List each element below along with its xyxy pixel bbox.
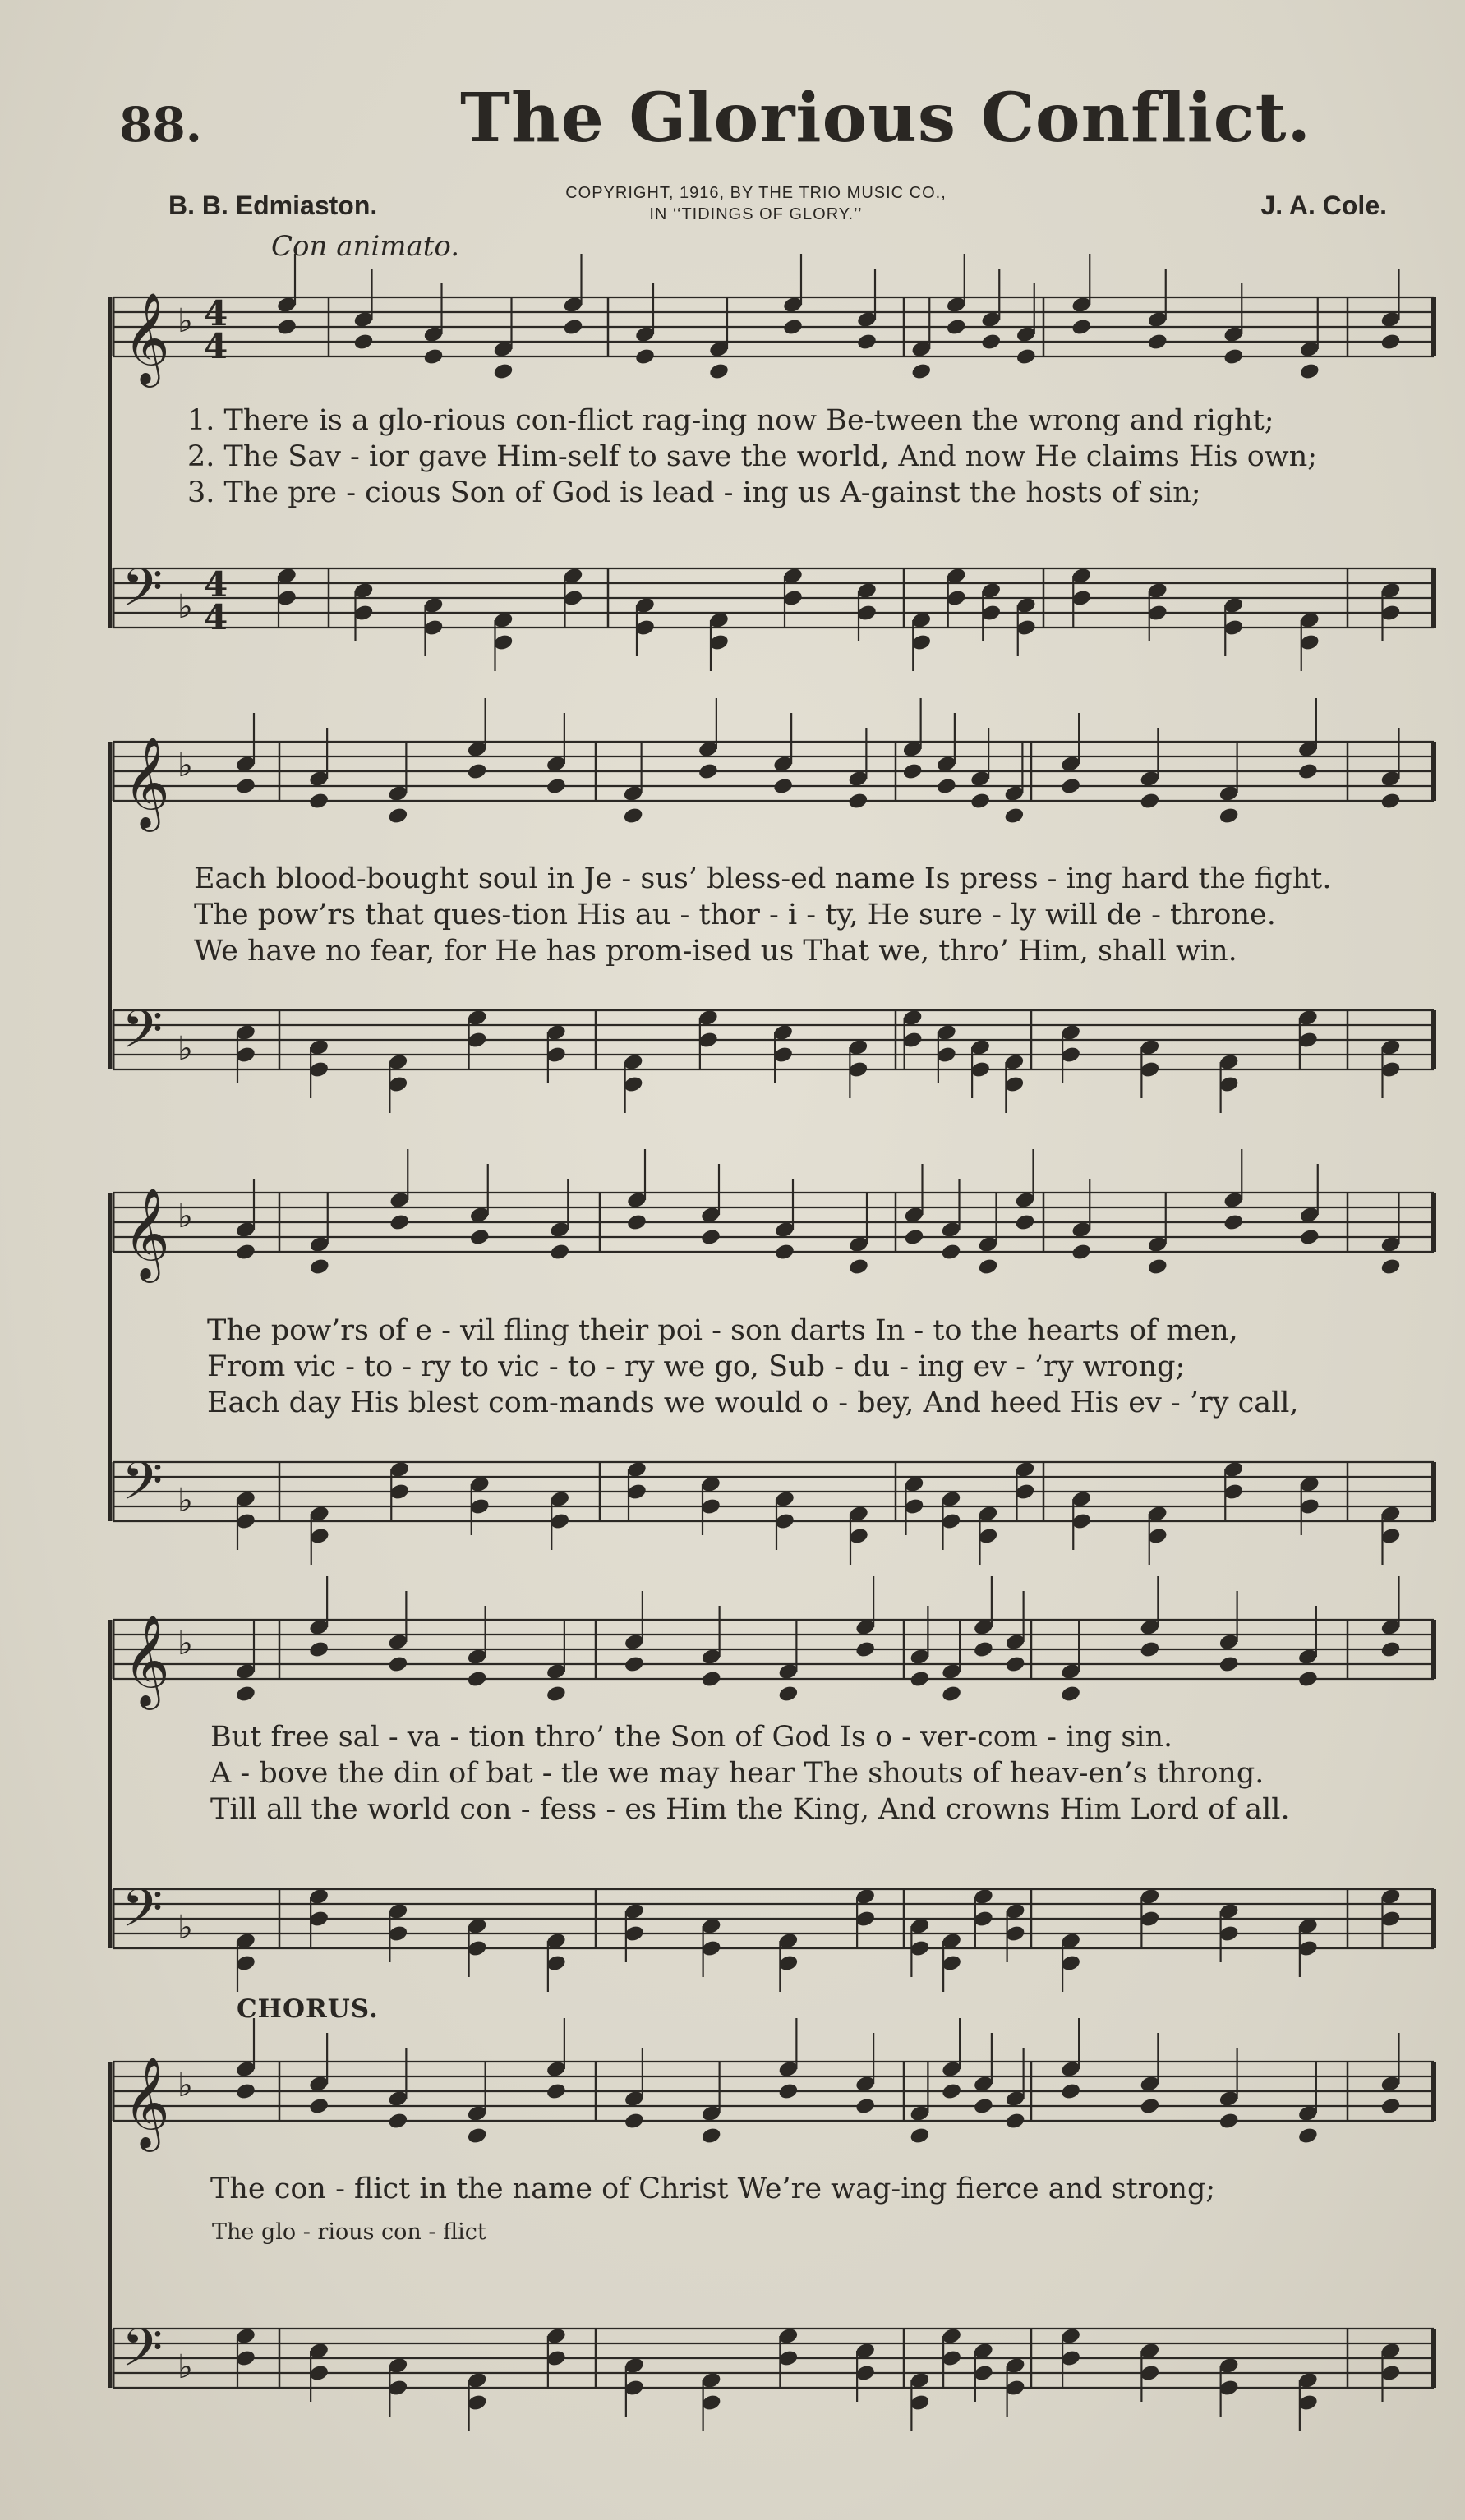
notehead: [700, 1228, 721, 1247]
system-4-lyrics: [210, 1719, 1465, 1828]
verse-2-line: From vic - to - ry to vic - to - ry we go, Sub - du - ing ev - ’ry wrong;: [207, 1350, 1186, 1383]
time-signature: 4: [204, 564, 228, 605]
bass-clef-icon: 𝄢: [122, 558, 164, 632]
verse-3-line: Till all the world con - fess - es Him the King, And crowns Him Lord of all.: [210, 1793, 1290, 1826]
notehead: [855, 1640, 876, 1659]
chorus-line: The con - flict in the name of Christ We’re wag-ing fierce and strong;: [210, 2173, 1216, 2205]
notehead: [1223, 347, 1244, 366]
notehead: [467, 1670, 488, 1689]
notehead: [977, 1258, 998, 1276]
system-3-lyrics: [207, 1313, 1464, 1421]
chorus-bass-lyric: The glo - rious con - flict: [212, 2219, 486, 2245]
notehead: [777, 1685, 799, 1704]
notehead: [946, 318, 967, 337]
notehead: [562, 318, 583, 337]
notehead: [774, 1243, 795, 1262]
notehead: [1003, 807, 1025, 825]
flat-icon: ♭: [177, 1030, 193, 1068]
composer-credit: J. A. Cole.: [1260, 191, 1387, 220]
notehead: [352, 333, 374, 352]
notehead: [235, 2082, 256, 2101]
flat-icon: ♭: [177, 2067, 193, 2104]
notehead: [1299, 362, 1320, 381]
notehead: [308, 792, 329, 811]
flat-icon: ♭: [177, 302, 193, 340]
notehead: [469, 1228, 491, 1247]
flat-icon: ♭: [177, 747, 193, 784]
notehead: [1139, 1640, 1160, 1659]
flat-icon: ♭: [177, 1482, 193, 1520]
bass-clef-icon: 𝄢: [122, 2318, 164, 2392]
notehead: [701, 2127, 722, 2145]
tempo-marking: Con animato.: [271, 230, 460, 263]
notehead: [235, 777, 256, 796]
flat-icon: ♭: [177, 588, 193, 626]
verse-1-line: But free sal - va - tion thro’ the Son of God Is o - ver-com - ing sin.: [210, 1721, 1173, 1754]
notehead: [701, 1670, 722, 1689]
notehead: [308, 1640, 329, 1659]
treble-clef-icon: 𝄞: [123, 292, 170, 384]
notehead: [936, 777, 957, 796]
verse-1-line: 1. There is a glo-rious con-flict rag-ing now Be-tween the wrong and right;: [187, 404, 1274, 437]
notehead: [1297, 1670, 1319, 1689]
notehead: [1016, 347, 1037, 366]
notehead: [467, 762, 488, 781]
time-signature: 4: [204, 597, 228, 637]
verse-2-line: The pow’rs that ques-tion His au - thor - i - ty, He sure - ly will de - throne.: [194, 899, 1276, 931]
notehead: [1297, 762, 1319, 781]
notehead: [1223, 1213, 1244, 1232]
notehead: [855, 2097, 876, 2116]
system-2-lyrics: [194, 861, 1451, 969]
notehead: [1380, 333, 1401, 352]
notehead: [422, 347, 444, 366]
time-signature: 4: [204, 326, 228, 366]
treble-clef-icon: 𝄞: [123, 2056, 170, 2148]
verse-1-line: The pow’rs of e - vil fling their poi - son darts In - to the hearts of men,: [207, 1314, 1238, 1347]
notehead: [1005, 2112, 1026, 2131]
notehead: [1380, 2097, 1401, 2116]
notehead: [1219, 807, 1240, 825]
notehead: [1219, 2112, 1240, 2131]
treble-clef-icon: 𝄞: [123, 1614, 170, 1706]
notehead: [626, 1213, 647, 1232]
notehead: [1071, 318, 1092, 337]
verse-2-line: 2. The Sav - ior gave Him-self to save the world, And now He claims His own;: [187, 440, 1318, 473]
notehead: [941, 1685, 962, 1704]
notehead: [624, 2112, 645, 2131]
notehead: [546, 2082, 567, 2101]
notehead: [1380, 1640, 1401, 1659]
notehead: [1060, 1685, 1081, 1704]
notehead: [387, 1655, 408, 1674]
verse-1-line: Each blood-bought soul in Je - sus’ bless-ed name Is press - ing hard the fight.: [194, 862, 1332, 895]
flat-icon: ♭: [177, 1625, 193, 1662]
notehead: [909, 1670, 930, 1689]
notehead: [856, 333, 878, 352]
notehead: [1380, 792, 1401, 811]
notehead: [1060, 777, 1081, 796]
notehead: [902, 762, 924, 781]
notehead: [389, 1213, 410, 1232]
notehead: [623, 807, 644, 825]
notehead: [308, 2097, 329, 2116]
notehead: [387, 807, 408, 825]
verse-3-line: Each day His blest com-mands we would o - bey, And heed His ev - ’ry call,: [207, 1386, 1299, 1419]
notehead: [903, 1228, 924, 1247]
bass-clef-icon: 𝄢: [122, 1000, 164, 1074]
notehead: [1014, 1213, 1035, 1232]
flat-icon: ♭: [177, 1909, 193, 1947]
notehead: [549, 1243, 570, 1262]
notehead: [1139, 792, 1160, 811]
notehead: [1299, 1228, 1320, 1247]
notehead: [235, 1685, 256, 1704]
verse-3-line: 3. The pre - cious Son of God is lead - ing us A-gainst the hosts of sin;: [187, 476, 1201, 509]
system-1-lyrics: [187, 402, 1444, 511]
treble-clef-icon: 𝄞: [123, 1187, 170, 1279]
notehead: [980, 333, 1002, 352]
notehead: [698, 762, 719, 781]
time-signature: 4: [204, 293, 228, 333]
hymn-title: The Glorious Conflict.: [460, 79, 1312, 158]
notehead: [492, 362, 514, 381]
notehead: [634, 347, 656, 366]
notehead: [387, 2112, 408, 2131]
notehead: [973, 2097, 994, 2116]
notehead: [1380, 1258, 1401, 1276]
notehead: [708, 362, 730, 381]
notehead: [467, 2127, 488, 2145]
chorus-label: CHORUS.: [237, 1994, 379, 2024]
notehead: [1139, 2097, 1160, 2116]
notehead: [546, 1685, 567, 1704]
notehead: [782, 318, 804, 337]
lyricist-credit: B. B. Edmiaston.: [168, 191, 378, 220]
flat-icon: ♭: [177, 2348, 193, 2386]
system-5-lyrics: [210, 2171, 1465, 2207]
notehead: [973, 1640, 994, 1659]
bass-clef-icon: 𝄢: [122, 1451, 164, 1525]
notehead: [1005, 1655, 1026, 1674]
notehead: [772, 777, 794, 796]
notehead: [848, 1258, 869, 1276]
notehead: [777, 2082, 799, 2101]
notehead: [1147, 1258, 1168, 1276]
notehead: [1297, 2127, 1319, 2145]
notehead: [910, 362, 932, 381]
notehead: [235, 1243, 256, 1262]
notehead: [1060, 2082, 1081, 2101]
notehead: [1071, 1243, 1092, 1262]
notehead: [546, 777, 567, 796]
notehead: [1147, 333, 1168, 352]
flat-icon: ♭: [177, 1198, 193, 1235]
notehead: [970, 792, 991, 811]
notehead: [1219, 1655, 1240, 1674]
notehead: [940, 1243, 961, 1262]
copyright-line-2: IN ‘‘TIDINGS OF GLORY.’’: [649, 205, 863, 223]
notehead: [941, 2082, 962, 2101]
verse-3-line: We have no fear, for He has prom-ised us That we, thro’ Him, shall win.: [194, 935, 1237, 968]
notehead: [624, 1655, 645, 1674]
verse-2-line: A - bove the din of bat - tle we may hear The shouts of heav-en’s throng.: [210, 1757, 1265, 1790]
notehead: [847, 792, 868, 811]
notehead: [309, 1258, 330, 1276]
notehead: [276, 318, 297, 337]
treble-clef-icon: 𝄞: [123, 736, 170, 828]
hymn-number: 88.: [119, 97, 202, 153]
bass-clef-icon: 𝄢: [122, 1879, 164, 1952]
notehead: [909, 2127, 930, 2145]
copyright-line-1: COPYRIGHT, 1916, BY THE TRIO MUSIC CO.,: [565, 184, 947, 202]
